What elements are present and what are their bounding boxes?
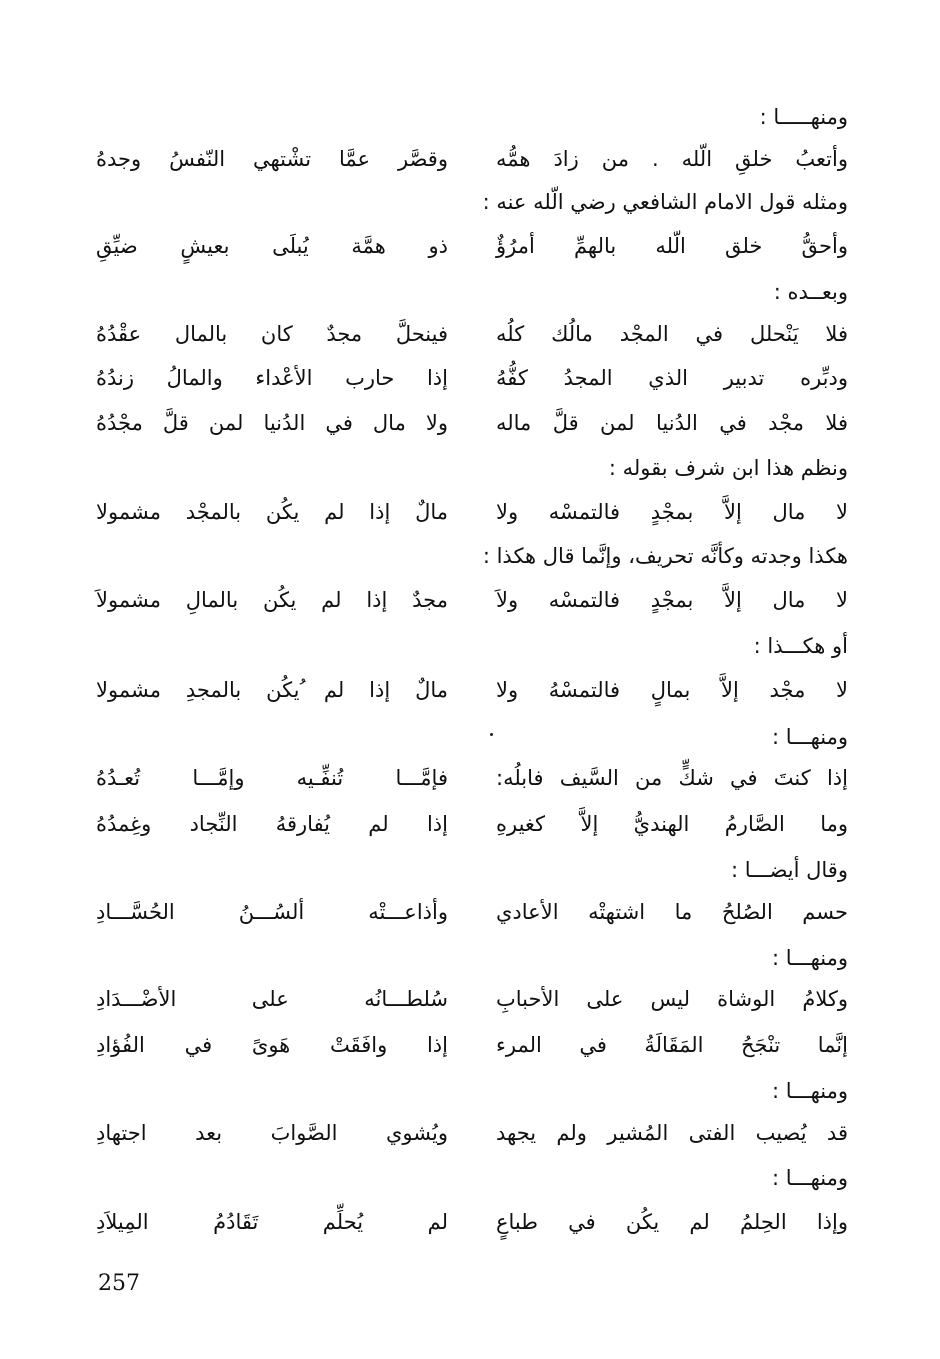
verse-line: [96, 890, 848, 934]
prose-line: ونظم هذا ابن شرف بقوله :: [608, 456, 848, 480]
verse-first-hemistich: وما الصَّارمُ الهنديُّ إلاَّ كغيرهِ: [496, 812, 848, 836]
verse-first-hemistich: لا مال إلاَّ بمجْدٍ فالتمسْه ولاَ: [496, 588, 848, 612]
verse-line: [96, 802, 848, 846]
verse-line: [96, 1023, 848, 1067]
verse-first-hemistich: حسم الصُلحُ ما اشتهتْه الأعادي: [496, 900, 848, 924]
verse-second-hemistich: ذو همَّة يُبلَى بعيشٍ ضيِّقِ: [96, 234, 448, 258]
page-number: 257: [98, 1271, 140, 1296]
ink-speck: [490, 733, 493, 736]
verse-first-hemistich: وإذا الحِلمُ لم يكُن في طباعٍ: [496, 1210, 848, 1234]
verse-second-hemistich: إذا حارب الأعْداء والمالُ زندُهُ: [96, 366, 448, 390]
verse-first-hemistich: فلا يَنْحلل في المجْد مالُك كلُه: [496, 322, 848, 346]
verse-second-hemistich: وأذاعـــتْه ألسُـــنُ الحُسَّـــادِ: [96, 900, 448, 924]
verse-line: [96, 356, 848, 400]
section-heading: وقال أيضـــا :: [730, 858, 848, 882]
verse-second-hemistich: وقصَّر عمَّا تشْتهي النّفسُ وجدهُ: [96, 147, 448, 171]
section-heading: ومنهـــا :: [771, 1079, 848, 1103]
section-heading: ومنهـــا :: [771, 1166, 848, 1190]
prose-line: ومثله قول الامام الشافعي رضي الّله عنه :: [482, 190, 848, 214]
verse-first-hemistich: لا مال إلاَّ بمجْدٍ فالتمسْه ولا: [496, 500, 848, 524]
verse-first-hemistich: قد يُصيب الفتى المُشير ولم يجهد: [496, 1121, 848, 1145]
verse-second-hemistich: مالٌ إذا لم ُيكُن بالمجدِ مشمولا: [96, 678, 448, 702]
verse-second-hemistich: فإمَّـــا تُنفِّـيه وإمَّـــا تُعـدُهُ: [96, 766, 448, 790]
verse-first-hemistich: إذا كنتَ في شكٍّ من السَّيف فابلُه:: [496, 766, 848, 790]
verse-first-hemistich: ودبِّره تدبير الذي المجدُ كفُّهُ: [496, 366, 848, 390]
verse-line: [96, 1200, 848, 1244]
verse-first-hemistich: وأتعبُ خلقِ الّله . من زادَ همُّه: [496, 147, 848, 171]
verse-first-hemistich: وأحقُّ خلق الّله بالهمِّ أمرُؤٌ: [496, 234, 848, 258]
verse-second-hemistich: إذا وافَقَتْ هَوىً في الفُؤادِ: [96, 1033, 448, 1057]
section-heading: وبعــده :: [773, 280, 848, 304]
verse-line: [96, 312, 848, 356]
verse-first-hemistich: وكلامُ الوشاة ليس على الأحبابِ: [496, 987, 848, 1011]
verse-line: [96, 668, 848, 712]
verse-second-hemistich: فينحلَّ مجدٌ كان بالمال عقْدُهُ: [96, 322, 448, 346]
verse-line: [96, 578, 848, 622]
verse-line: [96, 977, 848, 1021]
verse-second-hemistich: مجدٌ إذا لم يكُن بالمالِ مشمولاَ: [96, 588, 448, 612]
verse-second-hemistich: لم يُحلِّم تَقَادُمُ المِيلاَدِ: [96, 1210, 448, 1234]
verse-first-hemistich: إنَّما تنْجَحُ المَقَالَةُ في المرء: [496, 1033, 848, 1057]
section-heading: ومنهـــــا :: [759, 105, 848, 129]
verse-second-hemistich: ويُشوي الصَّوابَ بعد اجتهادِ: [96, 1121, 448, 1145]
section-heading: أو هكـــذا :: [753, 634, 848, 658]
prose-line: هكذا وجدته وكأنَّه تحريف، وإنَّما قال هكذا :: [482, 544, 848, 568]
verse-line: [96, 1111, 848, 1155]
verse-first-hemistich: لا مجْد إلاَّ بمالٍ فالتمسْهُ ولا: [496, 678, 848, 702]
verse-line: [96, 490, 848, 534]
verse-line: [96, 224, 848, 268]
verse-first-hemistich: فلا مجْد في الدُنيا لمن قلَّ ماله: [496, 411, 848, 435]
verse-line: [96, 401, 848, 445]
verse-line: [96, 137, 848, 181]
verse-second-hemistich: مالٌ إذا لم يكُن بالمجْد مشمولا: [96, 500, 448, 524]
verse-line: [96, 756, 848, 800]
section-heading: ومنهـــا :: [771, 946, 848, 970]
section-heading: ومنهـــا :: [771, 725, 848, 749]
verse-second-hemistich: سُلطـــانُه على الأضْـــدَادِ: [96, 987, 448, 1011]
verse-second-hemistich: ولا مال في الدُنيا لمن قلَّ مجْدُهُ: [96, 411, 448, 435]
verse-second-hemistich: إذا لم يُفارقهُ النِّجاد وغِمدُهُ: [96, 812, 448, 836]
